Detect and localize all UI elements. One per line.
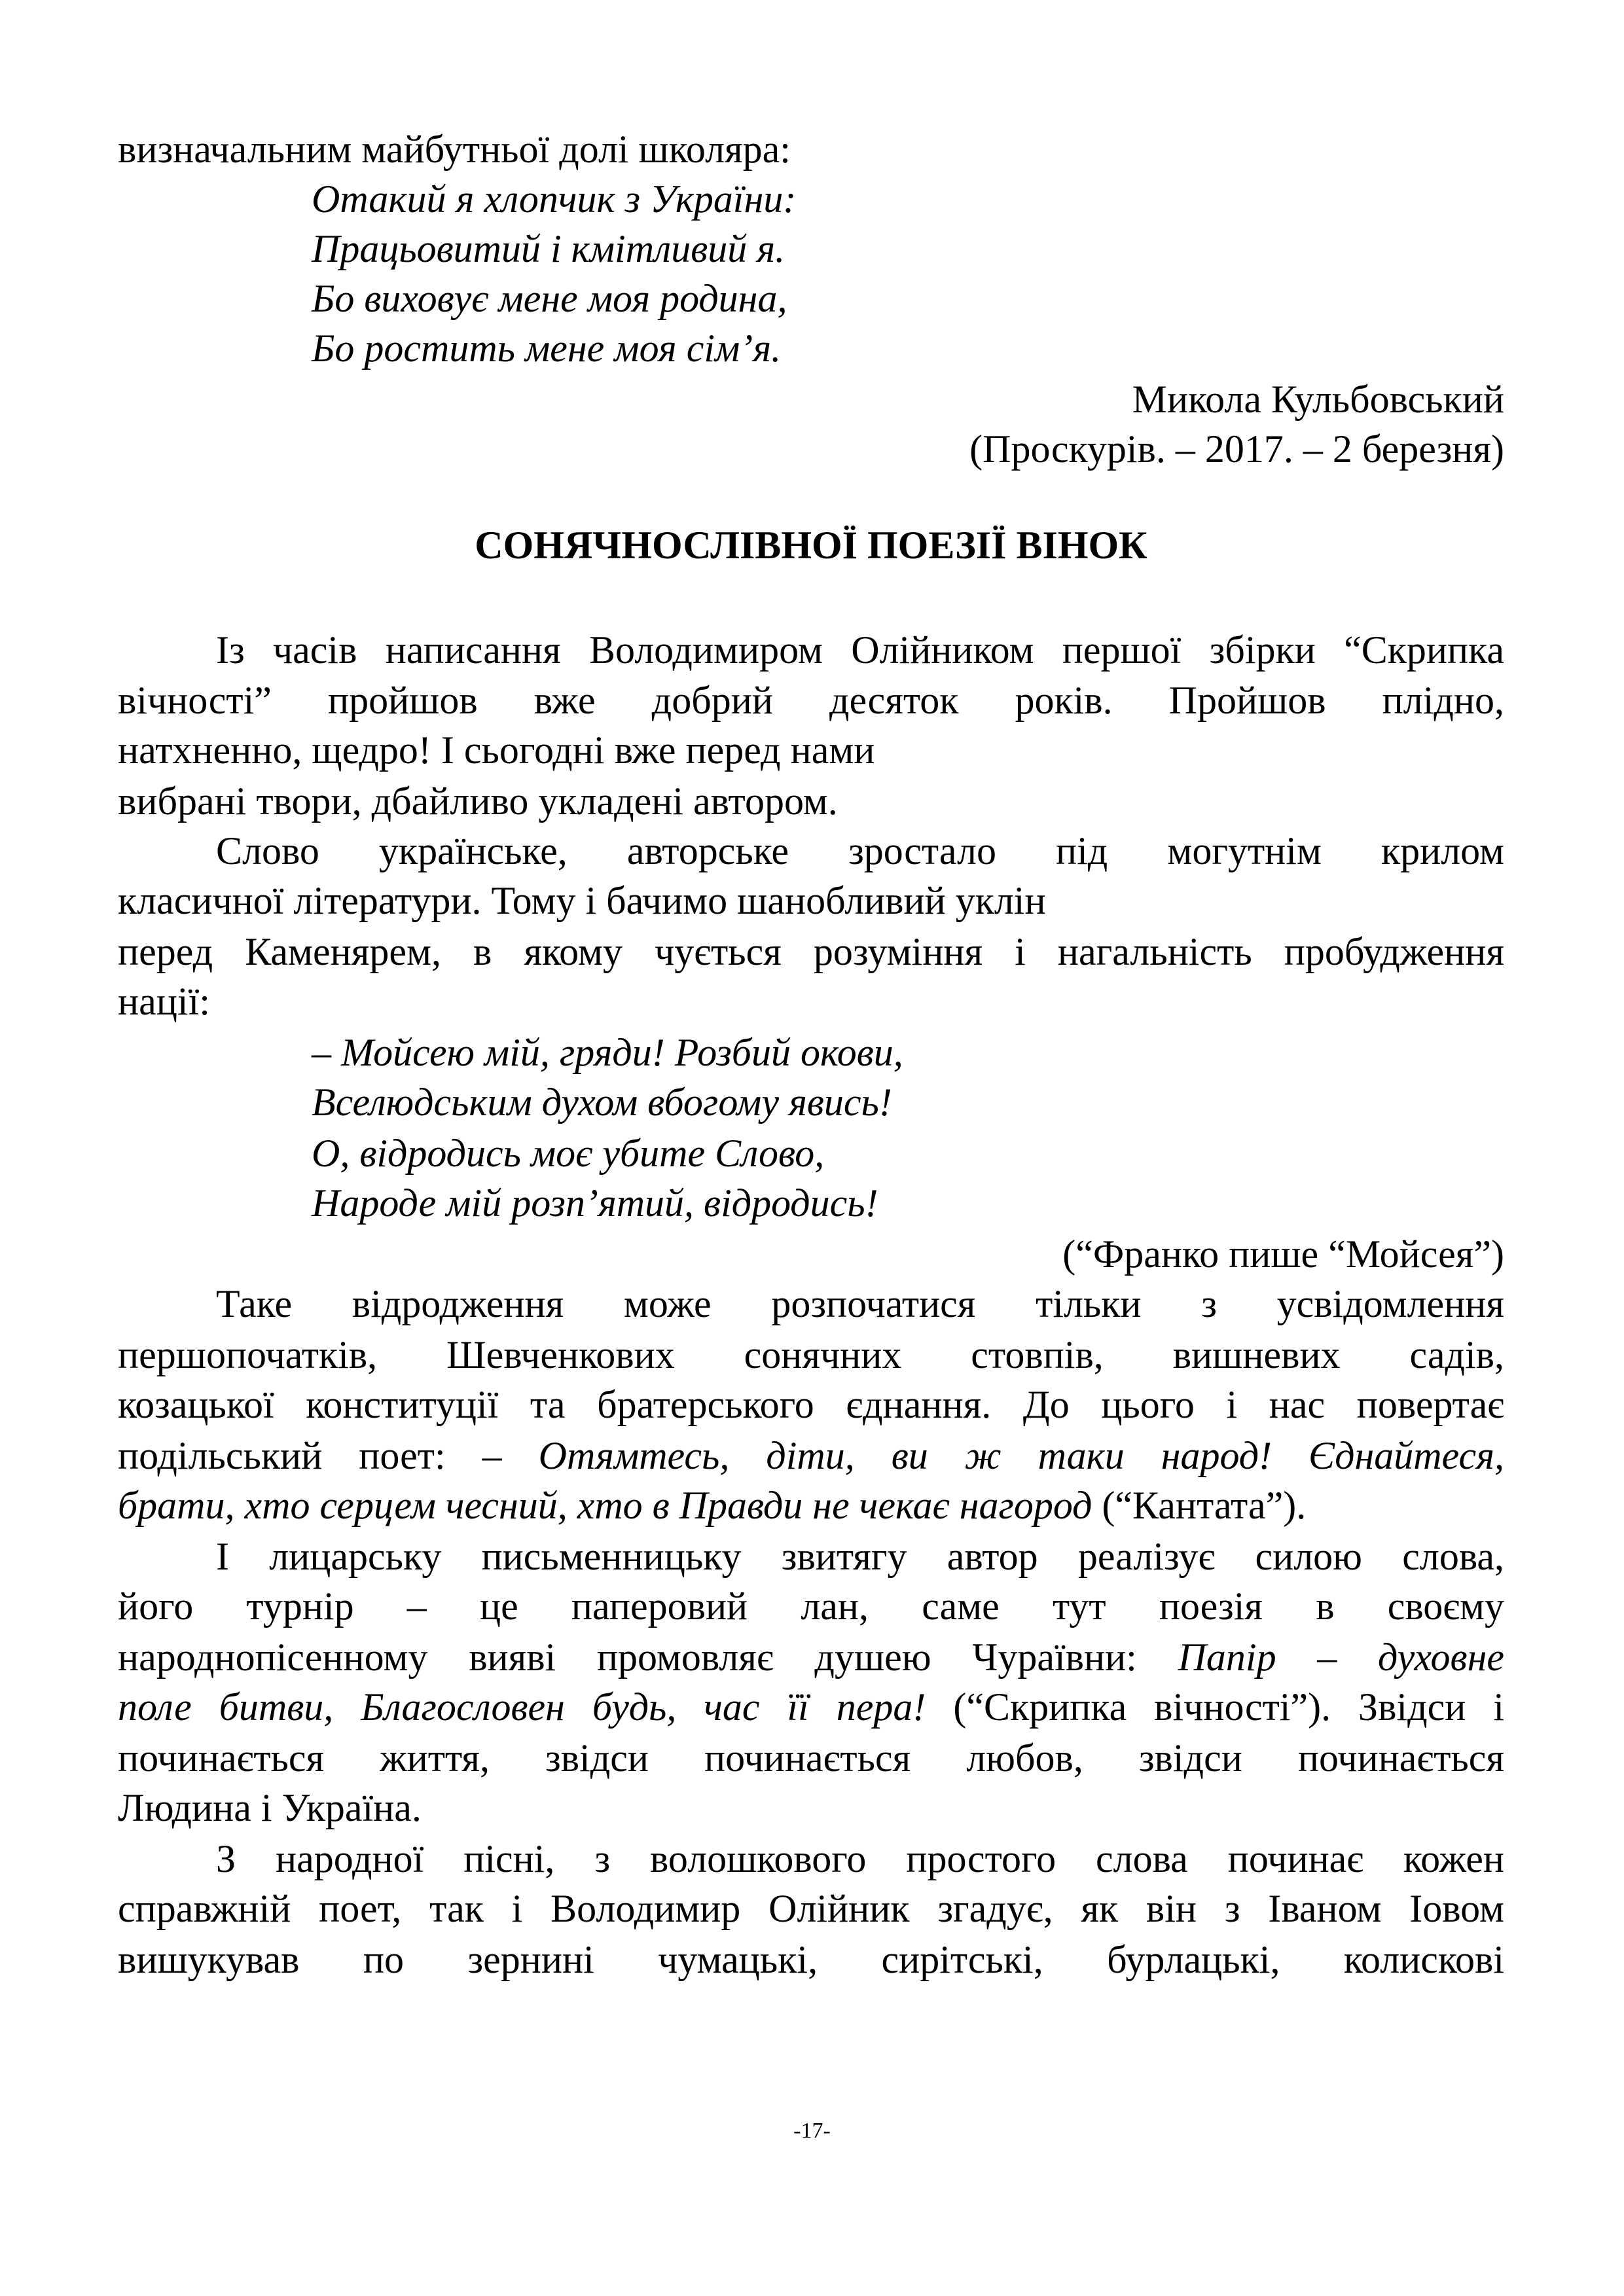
- paragraph-line: козацької конституції та братерського єднання. До цього і нас повертає: [118, 1383, 1504, 1426]
- paragraph-line: його турнір – це паперовий лан, саме тут поезія в своєму: [118, 1585, 1504, 1628]
- verse-line: Бо виховує мене моя родина,: [312, 277, 787, 320]
- paragraph-line: починається життя, звідси починається любов, звідси починається: [118, 1736, 1504, 1780]
- paragraph-line: вибрані твори, дбайливо укладені автором.: [118, 780, 838, 823]
- quote-run: поле битви, Благословен будь, час її пера!: [118, 1685, 926, 1729]
- paragraph-line: класичної літератури. Тому і бачимо шанобливий уклін: [118, 879, 1046, 922]
- intro-line: визначальним майбутньої долі школяра:: [118, 128, 791, 171]
- verse-line: Працьовитий і кмітливий я.: [312, 227, 785, 270]
- paragraph-line: [118, 1632, 1504, 1682]
- paragraph-line: [118, 1682, 1504, 1732]
- paragraph-line: нації:: [118, 980, 210, 1023]
- quote-run: брати, хто серцем чесний, хто в Правди не чекає нагород: [118, 1484, 1092, 1527]
- text-run: подільський поет: –: [118, 1434, 539, 1477]
- paragraph-line: перед Каменярем, в якому чується розуміння і нагальність пробудження: [118, 930, 1504, 973]
- verse-line: О, відродись моє убите Слово,: [312, 1132, 825, 1175]
- text-run: (“Скрипка вічності”). Звідси і: [926, 1685, 1504, 1729]
- paragraph-line: першопочатків, Шевченкових сонячних стовпів, вишневих садів,: [118, 1333, 1504, 1376]
- verse-line: Бо ростить мене моя сім’я.: [312, 327, 782, 370]
- paragraph-line: [118, 1431, 1504, 1480]
- paragraph-line: Таке відродження може розпочатися тільки з усвідомлення: [216, 1282, 1504, 1325]
- verse-line: – Мойсею мій, гряди! Розбий окови,: [312, 1031, 903, 1074]
- text-run: народнопісенному вияві промовляє душею Чураївни:: [118, 1636, 1178, 1679]
- paragraph-line: [118, 1480, 1504, 1530]
- paragraph-line: справжній поет, так і Володимир Олійник згадує, як він з Іваном Іовом: [118, 1887, 1504, 1930]
- page-number: -17-: [793, 2119, 831, 2143]
- verse-line: Народе мій розп’ятий, відродись!: [312, 1181, 878, 1225]
- verse-line: Отакий я хлопчик з України:: [312, 177, 797, 221]
- paragraph-line: натхненно, щедро! І сьогодні вже перед нами: [118, 728, 875, 772]
- paragraph-line: І лицарську письменницьку звитягу автор реалізує силою слова,: [216, 1535, 1504, 1578]
- verse-source: (Проскурів. – 2017. – 2 березня): [969, 427, 1504, 471]
- quote-run: Отямтесь, діти, ви ж таки народ! Єднайтеся,: [538, 1434, 1504, 1477]
- paragraph-line: З народної пісні, з волошкового простого слова починає кожен: [216, 1837, 1504, 1880]
- verse-author: Микола Кульбовський: [1132, 378, 1504, 421]
- section-title: СОНЯЧНОСЛІВНОЇ ПОЕЗІЇ ВІНОК: [475, 524, 1147, 567]
- paragraph-line: Людина і Україна.: [118, 1786, 422, 1829]
- verse-line: Вселюдським духом вбогому явись!: [312, 1081, 892, 1124]
- paragraph-line: Слово українське, авторське зростало під могутнім крилом: [216, 829, 1504, 872]
- paragraph-line: Із часів написання Володимиром Олійником першої збірки “Скрипка: [216, 628, 1504, 672]
- paragraph-line: вічності” пройшов вже добрий десяток років. Пройшов плідно,: [118, 679, 1504, 722]
- paragraph-line: вишукував по зернині чумацькі, сирітські, бурлацькі, колискові: [118, 1938, 1504, 1981]
- quote-run: Папір – духовне: [1178, 1636, 1504, 1679]
- text-run: (“Кантата”).: [1092, 1484, 1307, 1527]
- verse-source: (“Франко пише “Мойсея”): [1062, 1232, 1504, 1276]
